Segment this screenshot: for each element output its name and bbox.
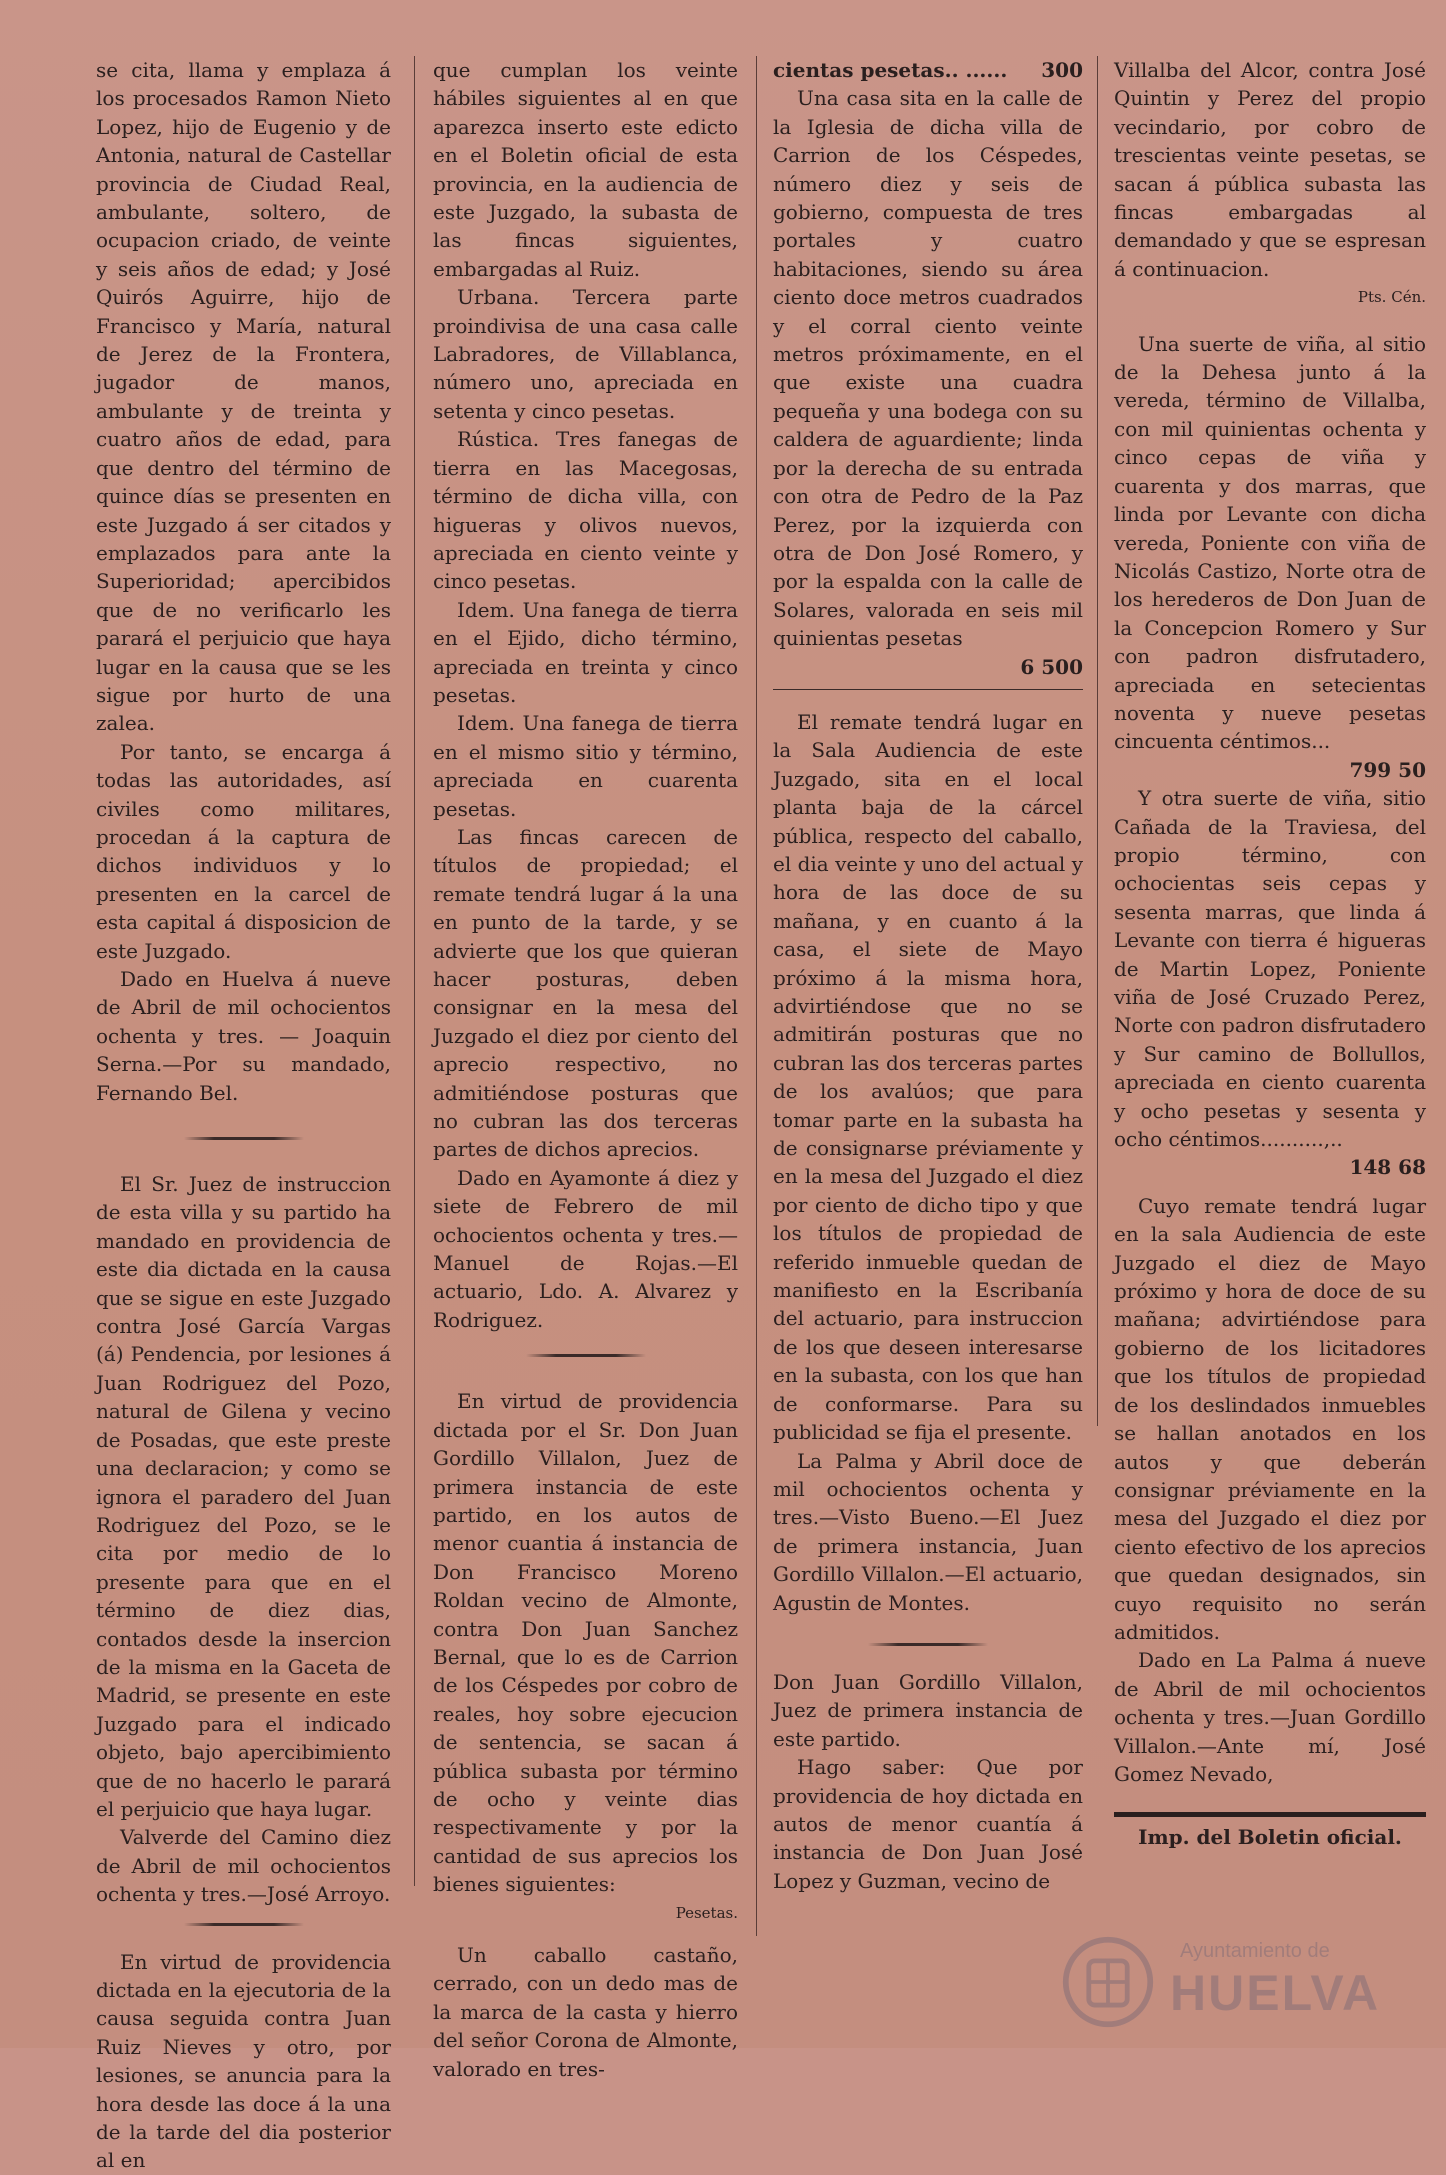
property-item: Y otra suerte de viña, sitio Cañada de la Traviesa, del propio término, con ochocientas seis cepas y sesenta marras, que linda á Levante con tierra é higueras de Martin Lopez, Poniente viña de José Cruzado Perez, Norte con padron disfrutadero y Sur camino de Bollullos, apreciada en ciento cuarenta y ocho pesetas y sesenta y ocho céntimos..........,.. <box>1114 786 1426 1152</box>
pts-label: Pts. Cén. <box>1357 288 1426 307</box>
section-rule <box>184 1923 304 1926</box>
price-line <box>773 653 1083 681</box>
price-line <box>773 56 1083 84</box>
edict-paragraph: Por tanto, se encarga á todas las autoridades, así civiles como militares, procedan á la captura de dichos individuos y lo presenten en la carcel de esta capital á disposicion de este Juzgado. <box>96 739 391 963</box>
edict-signature: Dado en La Palma á nueve de Abril de mil ochocientos ochenta y tres.—Juan Gordillo Villalon.—Ante mí, José Gomez Nevado, <box>1114 1648 1426 1786</box>
price-amount: 300 <box>1041 58 1083 82</box>
edict-signature: La Palma y Abril doce de mil ochocientos ochenta y tres.—Visto Bueno.—El Juez de primera instancia, Juan Gordillo Villalon.—El actuario, Agustin de Montes. <box>773 1448 1083 1615</box>
price-line <box>1114 1153 1426 1181</box>
price-line-text: cientas pesetas.. ...... <box>773 58 1008 82</box>
edict-paragraph: que cumplan los veinte hábiles siguientes al en que aparezca inserto este edicto en el Boletin oficial de esta provincia, en la audiencia de este Juzgado, la subasta de las fincas siguientes, embargadas al Ruiz. <box>433 58 738 281</box>
column-1 <box>96 56 391 2175</box>
printer-imprint: Imp. del Boletin oficial. <box>1138 1825 1402 1850</box>
watermark-line2: HUELVA <box>1170 1965 1381 2021</box>
pesetas-label: Pesetas. <box>675 1903 738 1922</box>
edict-paragraph: se cita, llama y emplaza á los procesados Ramon Nieto Lopez, hijo de Eugenio y de Antonia, natural de Castellar provincia de Ciudad Real, ambulante, soltero, de ocupacion criado, de veinte y seis años de edad; y José Quirós Aguirre, hijo de Francisco y María, natural de Jerez de la Frontera, jugador de manos, ambulante y de treinta y cuatro años de edad, para que dentro del término de quince días se presenten en este Juzgado á ser citados y emplazados para ante la Superioridad; apercibidos que de no verificarlo les parará el perjuicio que haya lugar en la causa que se les sigue por hurto de una zalea. <box>96 58 391 736</box>
column-divider <box>1097 56 1098 1426</box>
column-divider <box>756 56 757 1936</box>
edict-paragraph: Hago saber: Que por providencia de hoy dictada en autos de menor cuantía á instancia de Don Juan José Lopez y Guzman, vecino de <box>773 1755 1083 1893</box>
property-item: Una casa sita en la calle de la Iglesia de dicha villa de Carrion de los Céspedes, número diez y seis de gobierno, compuesta de tres portales y cuatro habitaciones, siendo su área ciento doce metros cuadrados y el corral ciento veinte metros próximamente, en el que existe una cuadra pequeña y una bodega con su caldera de aguardiente; linda por la derecha de su entrada con otra de Pedro de la Paz Perez, por la izquierda con otra de Don José Romero, y por la espalda con la calle de Solares, valorada en seis mil quinientas pesetas <box>773 86 1083 651</box>
section-rule <box>184 1137 304 1140</box>
edict-paragraph: En virtud de providencia dictada en la ejecutoria de la causa seguida contra Juan Ruiz Nieves y otro, por lesiones, se anuncia para la hora desde las doce á la una de la tarde del dia posterior al en <box>96 1949 391 2173</box>
edict-signature: Valverde del Camino diez de Abril de mil ochocientos ochenta y tres.—José Arroyo. <box>96 1825 391 1907</box>
property-item: Una suerte de viña, al sitio de la Dehesa junto á la vereda, término de Villalba, con mil quinientas ochenta y cinco cepas de viña y cuarenta y dos marras, que linda por Levante con dicha vereda, Poniente con viña de Nicolás Castizo, Norte otra de los herederos de Don Juan de la Concepcion Romero y Sur con padron disfrutadero, apreciada en setecientas noventa y nueve pesetas cincuenta céntimos... <box>1114 331 1426 754</box>
property-item: Idem. Una fanega de tierra en el mismo sitio y término, apreciada en cuarenta pesetas. <box>433 711 738 821</box>
edict-paragraph: En virtud de providencia dictada por el Sr. Don Juan Gordillo Villalon, Juez de primera instancia de este partido, en los autos de menor cuantia á instancia de Don Francisco Moreno Roldan vecino de Almonte, contra Don Juan Sanchez Bernal, que lo es de Carrion de los Céspedes por cobro de reales, hoy sobre ejecucion de sentencia, se sacan á pública subasta por término de ocho y veinte dias respectivamente y por la cantidad de sus aprecios los bienes siguientes: <box>433 1389 738 1897</box>
price-amount: 799 50 <box>1349 757 1426 782</box>
section-rule <box>526 1354 646 1357</box>
section-rule <box>868 1643 988 1646</box>
edict-paragraph: El Sr. Juez de instruccion de esta villa y su partido ha mandado en providencia de este dia dictada en la causa que se sigue en este Juzgado contra José García Vargas (á) Pendencia, por lesiones á Juan Rodriguez del Pozo, natural de Gilena y vecino de Posadas, que este preste una declaracion; y como se ignora el paradero del Juan Rodriguez del Pozo, se le cita por medio de lo presente para que en el término de diez dias, contados desde la insercion de la misma en la Gaceta de Madrid, se presente en este Juzgado para el indicado objeto, bajo apercibimiento que de no hacerlo le parará el perjuicio que haya lugar. <box>96 1172 391 1821</box>
column-divider <box>414 56 415 1886</box>
judge-heading: Don Juan Gordillo Villalon, Juez de primera instancia de este partido. <box>773 1669 1083 1751</box>
column-4 <box>1114 56 1426 1852</box>
edict-paragraph: Cuyo remate tendrá lugar en la sala Audiencia de este Juzgado el diez de Mayo próximo y hora de doce de su mañana; advirtiéndose para gobierno de los licitadores que los títulos de propiedad de los deslindados inmuebles se hallan anotados en los autos y que deberán consignar préviamente en la mesa del Juzgado el diez por ciento efectivo de los aprecios que quedan designados, sin cuyo requisito no serán admitidos. <box>1114 1193 1426 1644</box>
edict-paragraph: Las fincas carecen de títulos de propiedad; el remate tendrá lugar á la una en punto de la tarde, y se advierte que los que quieran hacer posturas, deben consignar en la mesa del Juzgado el diez por ciento del aprecio respectivo, no admitiéndose posturas que no cubran las dos terceras partes de dichos aprecios. <box>433 824 738 1162</box>
column-3 <box>773 56 1083 1895</box>
footer-rule <box>1114 1812 1426 1817</box>
column-2 <box>433 56 738 2083</box>
edict-paragraph: El remate tendrá lugar en la Sala Audiencia de este Juzgado, sita en el local planta baja de la cárcel pública, respecto del caballo, el dia veinte y uno del actual y hora de las doce de su mañana, y en cuanto á la casa, el siete de Mayo próximo á la misma hora, advirtiéndose que no se admitirán posturas que no cubran las dos terceras partes de los avalúos; que para tomar parte en la subasta ha de consignarse préviamente y en la mesa del Juzgado el diez por ciento de dicho tipo y que los títulos de propiedad de referido inmueble quedan de manifiesto en la Escribanía del actuario, para instruccion de los que deseen interesarse en la subasta, con los que han de conformarse. Para su publicidad se fija el presente. <box>773 709 1083 1445</box>
price-amount: 6 500 <box>1020 654 1083 679</box>
property-item: Rústica. Tres fanegas de tierra en las Macegosas, término de dicha villa, con higueras y olivos nuevos, apreciada en ciento veinte y cinco pesetas. <box>433 427 738 594</box>
watermark-line1: Ayuntamiento de <box>1180 1940 1330 1962</box>
edict-paragraph: Villalba del Alcor, contra José Quintin y Perez del propio vecindario, por cobro de trescientas veinte pesetas, se sacan á pública subasta las fincas embargadas al demandado y que se espresan á continuacion. <box>1114 58 1426 281</box>
edict-signature: Dado en Ayamonte á diez y siete de Febrero de mil ochocientos ochenta y tres.—Manuel de Rojas.—El actuario, Ldo. A. Alvarez y Rodriguez. <box>433 1165 738 1332</box>
price-line <box>1114 756 1426 784</box>
edict-signature: Dado en Huelva á nueve de Abril de mil ochocientos ochenta y tres. — Joaquin Serna.—Por su mandado, Fernando Bel. <box>96 967 391 1105</box>
watermark <box>1050 1930 1410 2030</box>
property-item: Urbana. Tercera parte proindivisa de una casa calle Labradores, de Villablanca, número uno, apreciada en setenta y cinco pesetas. <box>433 285 738 423</box>
price-amount: 148 68 <box>1349 1155 1426 1180</box>
property-item: Un caballo castaño, cerrado, con un dedo mas de la marca de la casta y hierro del señor Corona de Almonte, valorado en tres- <box>433 1943 738 2081</box>
section-rule <box>773 689 1083 690</box>
seal-icon <box>1060 1934 1156 2030</box>
property-item: Idem. Una fanega de tierra en el Ejido, dicho término, apreciada en treinta y cinco pesetas. <box>433 597 738 707</box>
